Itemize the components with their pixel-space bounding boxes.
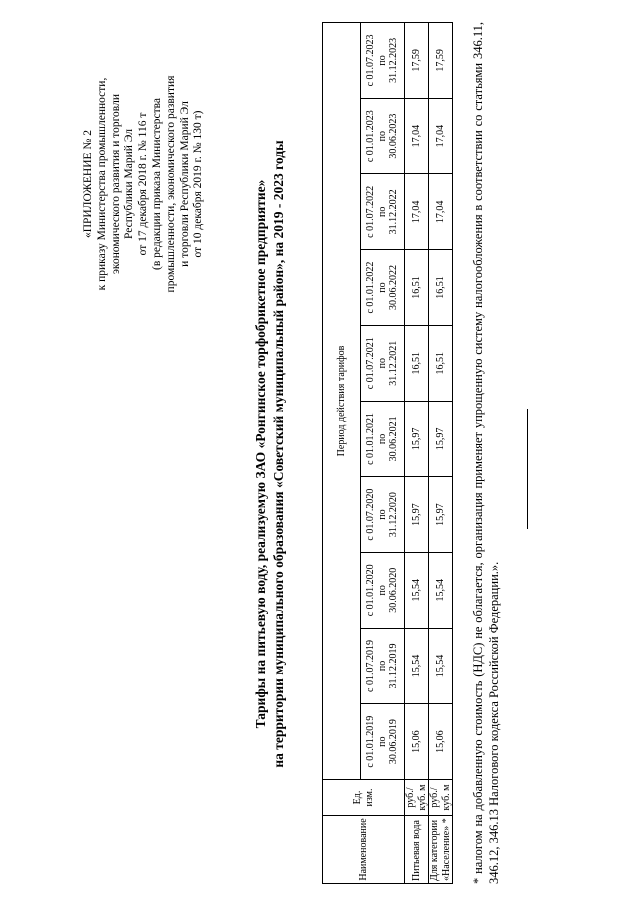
row-unit: руб./ куб. м: [405, 780, 429, 816]
tariff-cell: 15,54: [405, 552, 429, 628]
appendix-block: [82, 19, 206, 349]
table-row: [405, 23, 429, 884]
row-name: Питьевая вода: [405, 816, 429, 884]
period-header-cell: с 01.01.2019 по 30.06.2019: [361, 704, 405, 780]
header-unit: Ед. изм.: [323, 780, 405, 816]
tariff-table: [322, 22, 453, 884]
period-header-cell: с 01.07.2021 по 31.12.2021: [361, 325, 405, 401]
tariff-cell: 15,54: [429, 628, 453, 704]
appendix-line: (в редакции приказа Министерства: [150, 98, 163, 271]
tariff-cell: 15,97: [405, 477, 429, 553]
tariff-cell: 17,59: [429, 23, 453, 99]
tariff-cell: 15,97: [405, 401, 429, 477]
document-title: [252, 24, 287, 884]
tariff-cell: 15,06: [405, 704, 429, 780]
period-header-cell: с 01.01.2023 по 30.06.2023: [361, 98, 405, 174]
tariff-cell: 15,54: [405, 628, 429, 704]
tariff-cell: 16,51: [429, 250, 453, 326]
appendix-line: «ПРИЛОЖЕНИЕ № 2: [82, 130, 94, 239]
appendix-line: от 17 декабря 2018 г. № 116 т: [137, 112, 150, 256]
table-row: [429, 23, 453, 884]
title-line-1: Тарифы на питьевую воду, реализуемую ЗАО «Ронгинское торфобрикетное предприятие»: [253, 179, 268, 729]
appendix-line: экономического развития и торговли: [109, 94, 122, 274]
footnote: * налогом на добавленную стоимость (НДС) не облагается, организация применяет упрощенную систему налогообложения в соответствии со статьями 346.11, 346.12, 346.13 Налогового кодекса Российской Федерации.».: [471, 22, 502, 884]
tariff-cell: 17,04: [405, 174, 429, 250]
tariff-cell: 15,97: [429, 477, 453, 553]
title-line-2: на территории муниципального образования «Советский муниципальный район», на 2019 - 2023 годы: [270, 140, 286, 768]
appendix-line: от 10 декабря 2019 г. № 130 т): [192, 110, 205, 258]
tariff-cell: 16,51: [429, 325, 453, 401]
tariff-cell: 16,51: [405, 250, 429, 326]
tariff-cell: 15,97: [429, 401, 453, 477]
period-header-cell: с 01.07.2023 по 31.12.2023: [361, 23, 405, 99]
period-header-cell: с 01.07.2022 по 31.12.2022: [361, 174, 405, 250]
period-header-cell: с 01.01.2021 по 30.06.2021: [361, 401, 405, 477]
tariff-cell: 17,04: [429, 174, 453, 250]
header-name: Наименование: [323, 816, 405, 884]
period-header-cell: с 01.07.2020 по 31.12.2020: [361, 477, 405, 553]
appendix-line: Республики Марий Эл: [123, 129, 136, 240]
row-unit: руб./ куб. м: [429, 780, 453, 816]
appendix-line: промышленности, экономического развития: [164, 75, 177, 293]
tariff-cell: 17,59: [405, 23, 429, 99]
tariff-cell: 15,06: [429, 704, 453, 780]
period-header-cell: с 01.07.2019 по 31.12.2019: [361, 628, 405, 704]
header-period: Период действия тарифов: [323, 23, 361, 780]
appendix-line: к приказу Министерства промышленности,: [95, 77, 108, 291]
tariff-cell: 15,54: [429, 552, 453, 628]
row-name: Для категории «Население» *: [429, 816, 453, 884]
closing-rule: [527, 409, 528, 529]
period-header-cell: с 01.01.2020 по 30.06.2020: [361, 552, 405, 628]
tariff-cell: 17,04: [405, 98, 429, 174]
period-header-cell: с 01.01.2022 по 30.06.2022: [361, 250, 405, 326]
appendix-line: и торговли Республики Марий Эл: [178, 101, 191, 267]
tariff-cell: 17,04: [429, 98, 453, 174]
tariff-cell: 16,51: [405, 325, 429, 401]
